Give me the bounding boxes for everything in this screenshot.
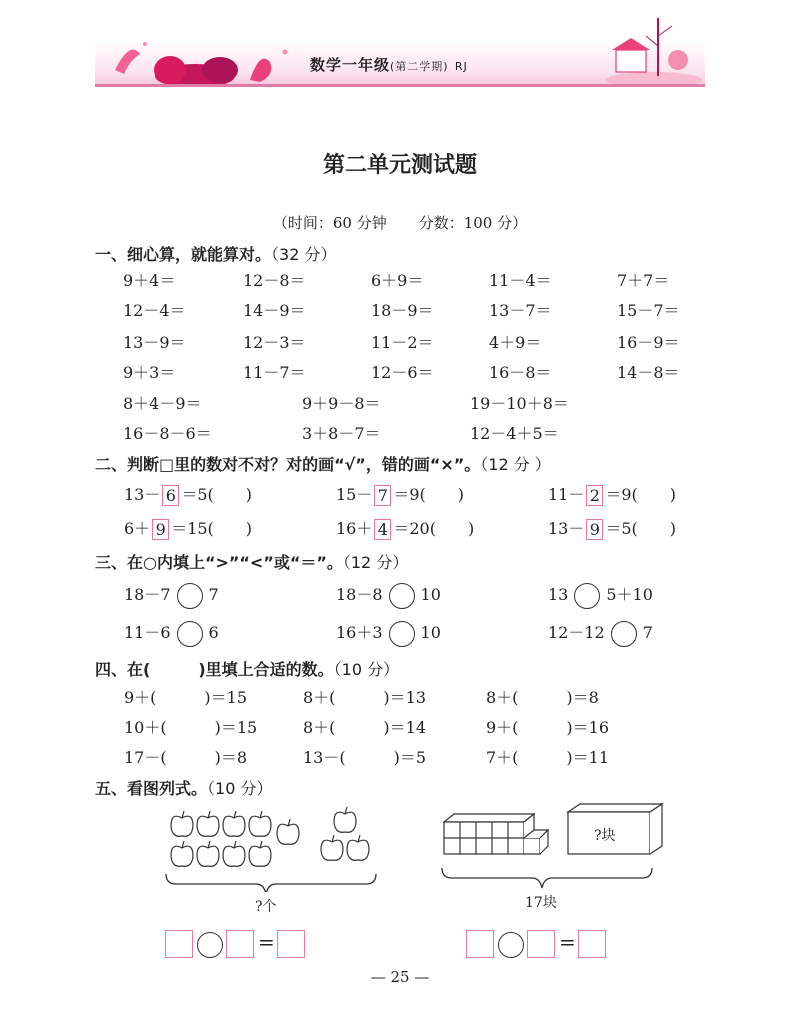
compare-item bbox=[548, 582, 653, 609]
calc-problem: 16－9＝ bbox=[617, 333, 680, 352]
compare-item bbox=[124, 620, 219, 647]
compare-circle[interactable] bbox=[574, 583, 600, 609]
blocks-brace bbox=[442, 868, 652, 888]
header-rule bbox=[95, 84, 705, 87]
compare-circle[interactable] bbox=[611, 621, 637, 647]
apple-icon bbox=[249, 811, 271, 836]
section-1-title: 一、细心算，就能算对。 bbox=[95, 245, 272, 264]
fill-problem[interactable]: 9＋( )＝15 bbox=[124, 688, 248, 707]
exam-meta bbox=[0, 212, 800, 233]
apple-icon bbox=[197, 841, 219, 866]
judge-item bbox=[336, 482, 464, 506]
header-title-text: 数学一年级 bbox=[310, 56, 391, 74]
compare-left: 18－7 bbox=[124, 585, 171, 604]
judge-answer-blank[interactable]: ＝9( ) bbox=[605, 485, 677, 504]
calc-problem: 9＋9－8＝ bbox=[302, 394, 381, 413]
apple-icon bbox=[277, 819, 299, 844]
calc-problem: 11－4＝ bbox=[489, 271, 552, 290]
calc-problem: 12－3＝ bbox=[243, 333, 306, 352]
header-subtitle: (第二学期) bbox=[390, 60, 449, 73]
judge-item bbox=[124, 516, 252, 540]
judge-boxed-number: 9 bbox=[586, 519, 603, 540]
exam-time: （时间：60 分钟 bbox=[272, 214, 387, 232]
section-1-points: （32 分） bbox=[271, 245, 337, 264]
judge-boxed-number: 2 bbox=[586, 485, 603, 506]
calc-problem: 9＋3＝ bbox=[123, 363, 176, 382]
header-title bbox=[310, 54, 468, 75]
page-title: 第二单元测试题 bbox=[322, 153, 477, 178]
compare-right: 7 bbox=[208, 585, 219, 604]
compare-item bbox=[124, 582, 219, 609]
section-5-points: （10 分） bbox=[207, 779, 273, 798]
compare-left: 12－12 bbox=[548, 623, 605, 642]
calc-problem: 7＋7＝ bbox=[617, 271, 670, 290]
operator-circle[interactable] bbox=[498, 932, 524, 958]
calc-problem: 4＋9＝ bbox=[489, 333, 542, 352]
judge-item bbox=[336, 516, 474, 540]
block-question-label: ?块 bbox=[594, 828, 616, 844]
calc-problem: 18－9＝ bbox=[371, 301, 434, 320]
compare-circle[interactable] bbox=[177, 583, 203, 609]
equals-sign: = bbox=[258, 930, 275, 954]
calc-problem: 12－8＝ bbox=[243, 271, 306, 290]
blocks-total-label: 17块 bbox=[525, 895, 557, 911]
answer-box[interactable] bbox=[527, 930, 555, 958]
fill-problem[interactable]: 8＋( )＝13 bbox=[303, 688, 427, 707]
compare-item bbox=[336, 620, 441, 647]
judge-boxed-number: 4 bbox=[374, 519, 391, 540]
judge-answer-blank[interactable]: ＝5( ) bbox=[605, 519, 677, 538]
calc-problem: 3＋8－7＝ bbox=[302, 424, 381, 443]
section-2-title: 二、判断□里的数对不对？对的画“√”，错的画“×”。 bbox=[95, 455, 481, 474]
judge-item bbox=[124, 482, 252, 506]
compare-right: 6 bbox=[208, 623, 219, 642]
judge-answer-blank[interactable]: ＝5( ) bbox=[181, 485, 253, 504]
fill-problem[interactable]: 9＋( )＝16 bbox=[486, 718, 610, 737]
apples-picture bbox=[160, 800, 390, 892]
apple-icon bbox=[171, 841, 193, 866]
judge-answer-blank[interactable]: ＝9( ) bbox=[393, 485, 465, 504]
answer-box[interactable] bbox=[226, 930, 254, 958]
calc-problem: 12－6＝ bbox=[371, 363, 434, 382]
exam-score: 分数：100 分） bbox=[418, 214, 528, 232]
judge-item bbox=[548, 482, 676, 506]
section-2-points: （12 分 ） bbox=[480, 455, 551, 474]
compare-circle[interactable] bbox=[389, 583, 415, 609]
judge-expression: 16＋ bbox=[336, 519, 373, 538]
calc-problem: 11－2＝ bbox=[371, 333, 434, 352]
compare-circle[interactable] bbox=[177, 621, 203, 647]
section-2-heading bbox=[95, 452, 551, 475]
fill-problem[interactable]: 7＋( )＝11 bbox=[486, 748, 610, 767]
compare-item bbox=[336, 582, 441, 609]
judge-answer-blank[interactable]: ＝15( ) bbox=[171, 519, 253, 538]
fill-problem[interactable]: 13－( )＝5 bbox=[303, 748, 427, 767]
answer-box[interactable] bbox=[277, 930, 305, 958]
fill-problem[interactable]: 8＋( )＝14 bbox=[303, 718, 427, 737]
calc-problem: 19－10＋8＝ bbox=[470, 394, 569, 413]
section-3-title: 三、在○内填上“>”“<”或“＝”。 bbox=[95, 553, 343, 572]
section-4-points: （10 分） bbox=[333, 660, 400, 679]
apple-icon bbox=[223, 811, 245, 836]
apple-icon bbox=[321, 835, 343, 860]
apple-icon bbox=[347, 835, 369, 860]
judge-boxed-number: 6 bbox=[162, 485, 179, 506]
section-4-heading bbox=[95, 657, 399, 680]
judge-boxed-number: 9 bbox=[152, 519, 169, 540]
judge-expression: 6＋ bbox=[124, 519, 151, 538]
judge-item bbox=[548, 516, 676, 540]
section-3-heading bbox=[95, 550, 408, 573]
compare-circle[interactable] bbox=[389, 621, 415, 647]
fill-problem[interactable]: 17－( )＝8 bbox=[124, 748, 248, 767]
compare-right: 10 bbox=[420, 585, 441, 604]
equals-sign: = bbox=[559, 930, 576, 954]
apples-question-label: ?个 bbox=[255, 899, 277, 915]
answer-box[interactable] bbox=[578, 930, 606, 958]
answer-box[interactable] bbox=[165, 930, 193, 958]
section-1-heading bbox=[95, 242, 336, 265]
answer-box[interactable] bbox=[466, 930, 494, 958]
fill-problem[interactable]: 8＋( )＝8 bbox=[486, 688, 599, 707]
compare-right: 5＋10 bbox=[606, 585, 653, 604]
compare-right: 7 bbox=[642, 623, 653, 642]
judge-answer-blank[interactable]: ＝20( ) bbox=[393, 519, 475, 538]
calc-problem: 13－9＝ bbox=[123, 333, 186, 352]
compare-left: 13 bbox=[548, 585, 569, 604]
header-edition: RJ bbox=[454, 60, 468, 73]
calc-problem: 9＋4＝ bbox=[123, 271, 176, 290]
calc-problem: 16－8＝ bbox=[489, 363, 552, 382]
cube-stack bbox=[444, 814, 548, 854]
apple-icon bbox=[249, 841, 271, 866]
calc-problem: 11－7＝ bbox=[243, 363, 306, 382]
judge-expression: 15－ bbox=[336, 485, 373, 504]
section-3-points: （12 分） bbox=[342, 553, 409, 572]
calc-problem: 16－8－6＝ bbox=[123, 424, 212, 443]
judge-expression: 11－ bbox=[548, 485, 585, 504]
header-decoration-right bbox=[596, 16, 704, 86]
calc-problem: 13－7＝ bbox=[489, 301, 552, 320]
compare-left: 18－8 bbox=[336, 585, 383, 604]
page-number: — 25 — bbox=[370, 968, 430, 986]
judge-expression: 13－ bbox=[124, 485, 161, 504]
blocks-picture bbox=[436, 800, 666, 892]
compare-item bbox=[548, 620, 653, 647]
calc-problem: 12－4＝ bbox=[123, 301, 186, 320]
judge-boxed-number: 7 bbox=[374, 485, 391, 506]
compare-right: 10 bbox=[420, 623, 441, 642]
compare-left: 11－6 bbox=[124, 623, 171, 642]
calc-problem: 14－9＝ bbox=[243, 301, 306, 320]
calc-problem: 15－7＝ bbox=[617, 301, 680, 320]
calc-problem: 14－8＝ bbox=[617, 363, 680, 382]
fill-problem[interactable]: 10＋( )＝15 bbox=[124, 718, 258, 737]
calc-problem: 8＋4－9＝ bbox=[123, 394, 202, 413]
apple-icon bbox=[197, 811, 219, 836]
section-5-title: 五、看图列式。 bbox=[95, 779, 208, 798]
apple-icon bbox=[171, 811, 193, 836]
apples-brace bbox=[166, 874, 376, 892]
section-5-heading bbox=[95, 776, 272, 799]
judge-expression: 13－ bbox=[548, 519, 585, 538]
apple-icon bbox=[334, 807, 356, 832]
apple-icon bbox=[223, 841, 245, 866]
operator-circle[interactable] bbox=[197, 932, 223, 958]
calc-problem: 12－4＋5＝ bbox=[470, 424, 559, 443]
header-decoration-left bbox=[100, 30, 300, 86]
section-4-title: 四、在( )里填上合适的数。 bbox=[95, 660, 334, 679]
calc-problem: 6＋9＝ bbox=[371, 271, 424, 290]
compare-left: 16＋3 bbox=[336, 623, 383, 642]
